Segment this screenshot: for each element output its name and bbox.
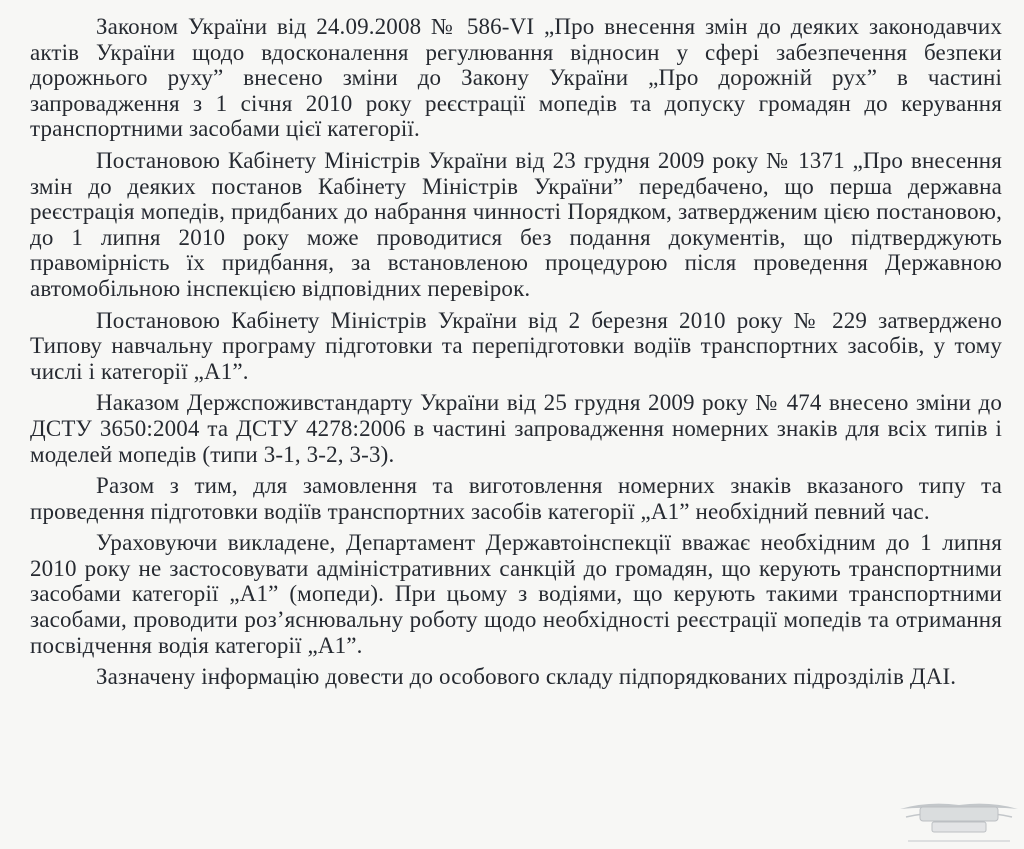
club-logo-watermark (898, 789, 1020, 847)
paragraph-law: Законом України від 24.09.2008 № 586-VI „Про внесення змін до деяких законодавчих актів України щодо вдосконалення регулювання відносин у сфері забезпечення безпеки дорожнього руху” внесено зміни до Закону України „Про дорожній рух” в частині запровадження з 1 січня 2010 року реєстрації мопедів та допуску громадян до керування транспортними засобами цієї категорії. (30, 14, 1002, 142)
paragraph-order-474: Наказом Держспоживстандарту України від 25 грудня 2009 року № 474 внесено зміни до ДСТУ 3650:2004 та ДСТУ 4278:2006 в частині запровадження номерних знаків для всіх типів і моделей мопедів (типи 3-1, 3-2, 3-3). (30, 390, 1002, 467)
paragraph-resolution-1371: Постановою Кабінету Міністрів України від 23 грудня 2009 року № 1371 „Про внесення змін до деяких постанов Кабінету Міністрів України” передбачено, що перша державна реєстрація мопедів, придбаних до набрання чинності Порядком, затвердженим цією постановою, до 1 липня 2010 року може проводитися без подання документів, що підтверджують правомірність їх придбання, за встановленою процедурою після проведення Державною автомобільною інспекцією відповідних перевірок. (30, 147, 1002, 301)
paragraph-time-needed: Разом з тим, для замовлення та виготовлення номерних знаків вказаного типу та проведення підготовки водіїв транспортних засобів категорії „А1” необхідний певний час. (30, 473, 1002, 524)
document-body (30, 14, 1002, 690)
paragraph-department-decision: Ураховуючи викладене, Департамент Державтоінспекції вважає необхідним до 1 липня 2010 року не застосовувати адміністративних санкцій до громадян, що керують транспортними засобами категорії „А1” (мопеди). При цьому з водіями, що керують такими транспортними засобами, проводити роз’яснювальну роботу щодо необхідності реєстрації мопедів та отримання посвідчення водія категорії „А1”. (30, 530, 1002, 658)
paragraph-instruction: Зазначену інформацію довести до особового складу підпорядкованих підрозділів ДАІ. (96, 664, 957, 690)
paragraph-resolution-229: Постановою Кабінету Міністрів України від 2 березня 2010 року № 229 затверджено Типову навчальну програму підготовки та перепідготовки водіїв транспортних засобів, у тому числі і категорії „А1”. (30, 307, 1002, 384)
